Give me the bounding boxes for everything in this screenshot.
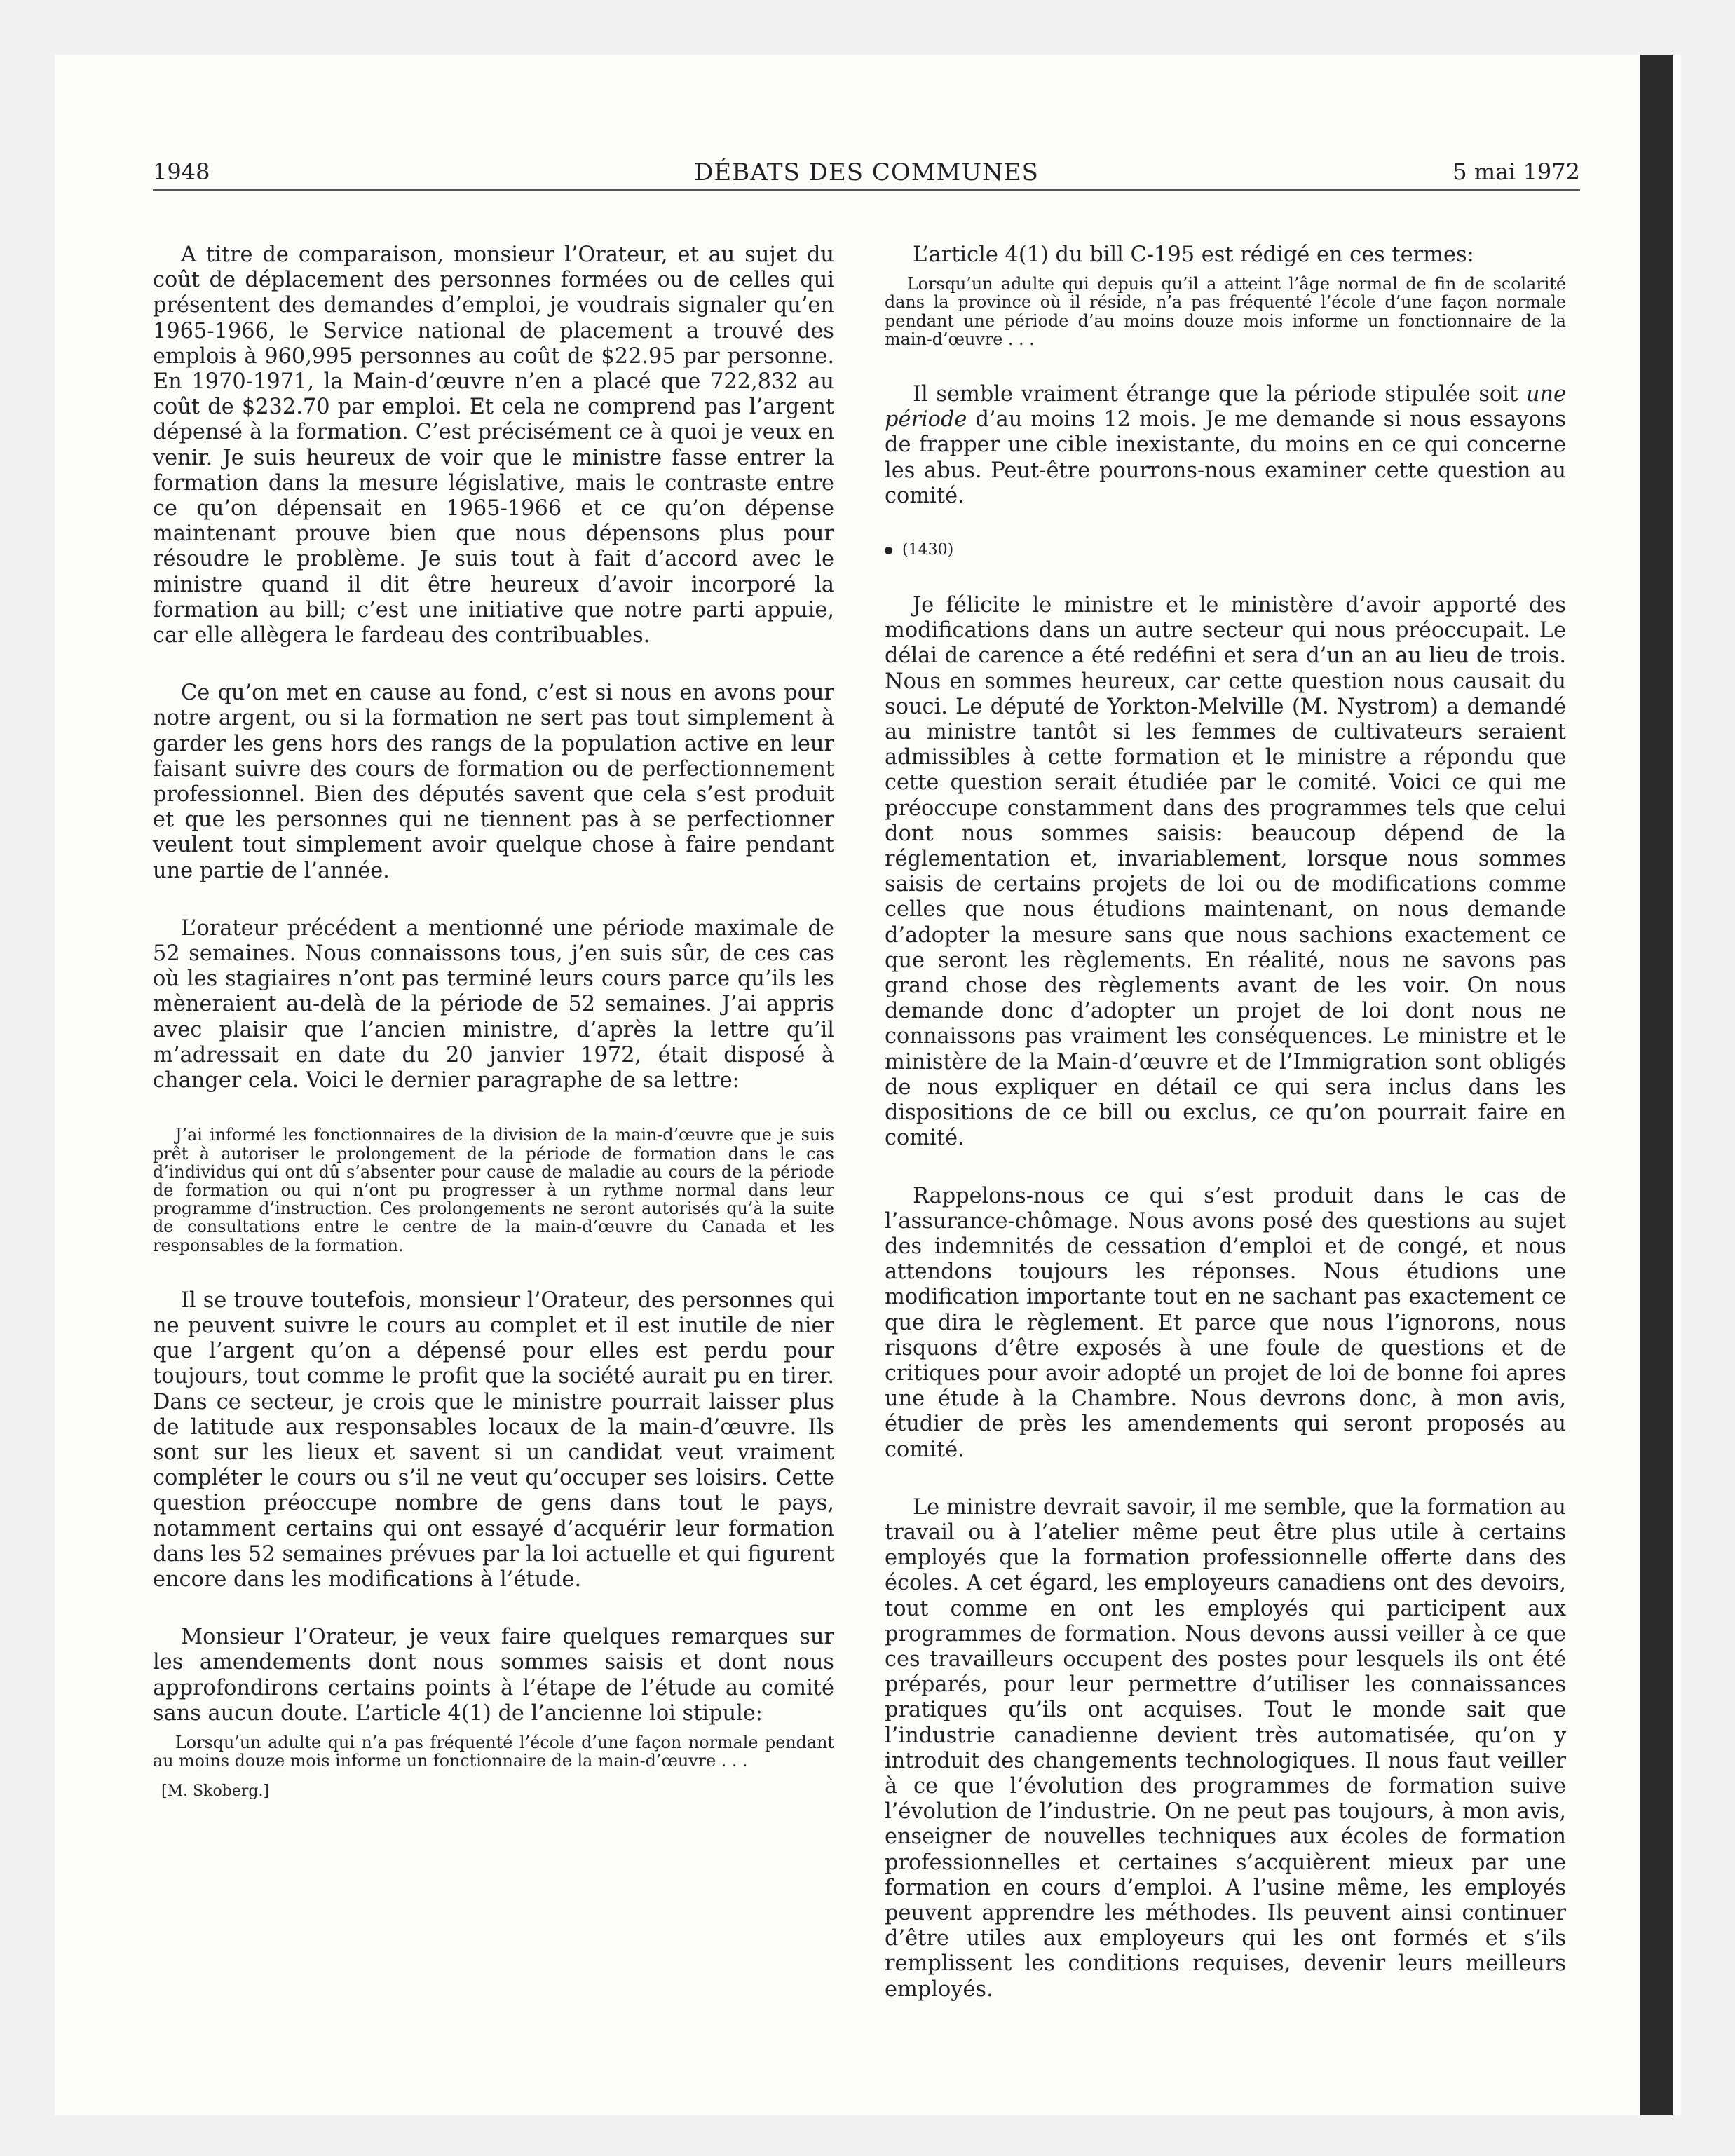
quoted-bill: Lorsqu’un adulte qui depuis qu’il a atteint l’âge normal de fin de scolarité dans la province où il réside, n’a pas fréquenté l’école d’une façon normale pendant une période d’au moins douze mois informe un fonctionnaire de la main-d’œuvre . . . — [885, 274, 1566, 349]
scan-edge-shadow — [1640, 55, 1673, 2115]
time-marker — [885, 541, 1566, 559]
publication-title: DÉBATS DES COMMUNES — [694, 158, 1039, 186]
speaker-attribution: [M. Skoberg.] — [161, 1782, 270, 1801]
paragraph: Rappelons-nous ce qui s’est produit dans le cas de l’assurance-chômage. Nous avons posé des questions au sujet des indemnités de cessation d’emploi et de congé, et nous attendons toujours les réponses. Nous étudions une modification importante tout en ne sachant pas exactement ce que dira le règlement. Et parce que nous l’ignorons, nous risquons d’être exposés à une foule de questions et de critiques pour avoir adopté un projet de loi de bonne foi apres une étude à la Chambre. Nous devrons donc, à mon avis, étudier de près les amendements qui seront proposés au comité. — [885, 1183, 1566, 1462]
issue-date: 5 mai 1972 — [1452, 158, 1580, 185]
paragraph: Monsieur l’Orateur, je veux faire quelques remarques sur les amendements dont nous sommes saisis et dont nous approfondirons certains points à l’étape de l’étude au comité sans aucun doute. L’article 4(1) de l’ancienne loi stipule: — [153, 1625, 834, 1726]
running-header — [153, 154, 1580, 191]
paragraph: L’article 4(1) du bill C-195 est rédigé en ces termes: — [913, 243, 1474, 267]
paragraph: L’orateur précédent a mentionné une période maximale de 52 semaines. Nous connaissons tous, j’en suis sûr, de ces cas où les stagiaires n’ont pas terminé leurs cours parce qu’ils les mèneraient au-delà de la période de 52 semaines. J’ai appris avec plaisir que l’ancien ministre, d’après la lettre qu’il m’adressait en date du 20 janvier 1972, était disposé à changer cela. Voici le dernier paragraphe de sa lettre: — [153, 915, 834, 1093]
paragraph-text: d’au moins 12 mois. Je me demande si nous essayons de frapper une cible inexistante, du moins en ce qui concerne les abus. Peut-être pourrons-nous examiner cette question au comité. — [885, 407, 1566, 508]
paragraph: A titre de comparaison, monsieur l’Orateur, et au sujet du coût de déplacement des personnes formées ou de celles qui présentent des demandes d’emploi, je voudrais signaler qu’en 1965-1966, le Service national de placement a trouvé des emplois à 960,995 personnes au coût de $22.95 par personne. En 1970-1971, la Main-d’œuvre n’en a placé que 722,832 au coût de $232.70 par emploi. Et cela ne comprend pas l’argent dépensé à la formation. C’est précisément ce à quoi je veux en venir. Je suis heureux de voir que le ministre fasse entrer la formation dans la mesure législative, mais le contraste entre ce qu’on dépensait en 1965-1966 et ce qu’on dépense maintenant prouve bien que nous dépensons plus pour résoudre le problème. Je suis tout à fait d’accord avec le ministre quand il dit être heureux d’avoir incorporé la formation au bill; c’est une initiative que notre parti appuie, car elle allègera le fardeau des contribuables. — [153, 243, 834, 648]
paragraph: Je félicite le ministre et le ministère d’avoir apporté des modifications dans un autre secteur qui nous préoccupait. Le délai de carence a été redéfini et sera d’un an au lieu de trois. Nous en sommes heureux, car cette question nous causait du souci. Le député de Yorkton-Melville (M. Nystrom) a demandé au ministre tantôt si les femmes de cultivateurs seraient admissibles à cette formation et le ministre a répondu que cette question serait étudiée par le comité. Voici ce qui me préoccupe constamment dans des programmes tels que celui dont nous sommes saisis: beaucoup dépend de la réglementation et, invariablement, lorsque nous sommes saisis de certains projets de loi ou de modifications comme celles que nous étudions maintenant, on nous demande d’adopter la mesure sans que nous sachions exactement ce que seront les règlements. En réalité, nous ne savons pas grand chose des règlements avant de les voir. On nous demande donc d’adopter un projet de loi dont nous ne connaissons pas vraiment les conséquences. Le ministre et le ministère de la Main-d’œuvre et de l’Immigration sont obligés de nous expliquer en détail ce qui sera inclus dans les dispositions de ce bill ou exclus, ce qu’on pourrait faire en comité. — [885, 593, 1566, 1151]
quoted-letter: J’ai informé les fonctionnaires de la division de la main-d’œuvre que je suis prêt à autoriser le prolongement de la période de formation dans le cas d’individus qui ont dû s’absenter pour cause de maladie au cours de la période de formation ou qui n’ont pu progresser à un rythme normal dans leur programme d’instruction. Ces prolongements ne seront autorisés qu’à la suite de consultations entre le centre de la main-d’œuvre du Canada et les responsables de la formation. — [153, 1125, 834, 1255]
paragraph: Ce qu’on met en cause au fond, c’est si nous en avons pour notre argent, ou si la formation ne sert pas tout simplement à garder les gens hors des rangs de la population active en leur faisant suivre des cours de formation ou de perfectionnement professionnel. Bien des députés savent que cela s’est produit et que les personnes qui ne tiennent pas à se perfectionner veulent tout simplement avoir quelque chose à faire pendant une partie de l’année. — [153, 681, 834, 883]
paragraph: Le ministre devrait savoir, il me semble, que la formation au travail ou à l’atelier même peut être plus utile à certains employés que la formation professionnelle offerte dans des écoles. A cet égard, les employeurs canadiens ont des devoirs, tout comme en ont les employés qui participent aux programmes de formation. Nous devons aussi veiller à ce que ces travailleurs occupent des postes pour lesquels ils ont été préparés, pour leur permettre d’utiliser les connaissances pratiques qu’ils ont acquises. Tout le monde sait que l’industrie canadienne devient très automatisée, qu’on y introduit des changements technologiques. Il nous faut veiller à ce que l’évolution des programmes de formation suive l’évolution de l’industrie. On ne peut pas toujours, à mon avis, enseigner de nouvelles techniques aux écoles de formation professionnelles et certaines s’acquièrent mieux par une formation en cours d’emploi. A l’usine même, les employés peuvent apprendre les méthodes. Ils peuvent ainsi continuer d’être utiles aux employeurs qui les ont formés et s’ils remplissent les conditions requises, devenir leurs meilleurs employés. — [885, 1494, 1566, 2002]
time-marker-label: (1430) — [902, 541, 954, 559]
emphasized-text: une période — [885, 382, 1566, 432]
bullet-icon — [885, 547, 892, 554]
page-number: 1948 — [153, 158, 210, 185]
left-column — [153, 243, 834, 1801]
right-column — [885, 243, 1566, 2035]
paragraph: Il se trouve toutefois, monsieur l’Orateur, des personnes qui ne peuvent suivre le cours au complet et il est inutile de nier que l’argent qu’on a dépensé pour elles est perdu pour toujours, tout comme le profit que la société aurait pu en tirer. Dans ce secteur, je crois que le ministre pourrait laisser plus de latitude aux responsables locaux de la main-d’œuvre. Ils sont sur les lieux et savent si un candidat veut vraiment compléter le cours ou s’il ne veut qu’occuper ses loisirs. Cette question préoccupe nombre de gens dans tout le pays, notamment certains qui ont essayé d’acquérir leur formation dans les 52 semaines prévues par la loi actuelle et qui figurent encore dans les modifications à l’étude. — [153, 1288, 834, 1592]
quoted-statute: Lorsqu’un adulte qui n’a pas fréquenté l’école d’une façon normale pendant au moins douze mois informe un fonctionnaire de la main-d’œuvre . . . — [153, 1732, 834, 1771]
paragraph — [885, 382, 1566, 509]
paragraph-text: Il semble vraiment étrange que la période stipulée soit — [913, 382, 1526, 407]
